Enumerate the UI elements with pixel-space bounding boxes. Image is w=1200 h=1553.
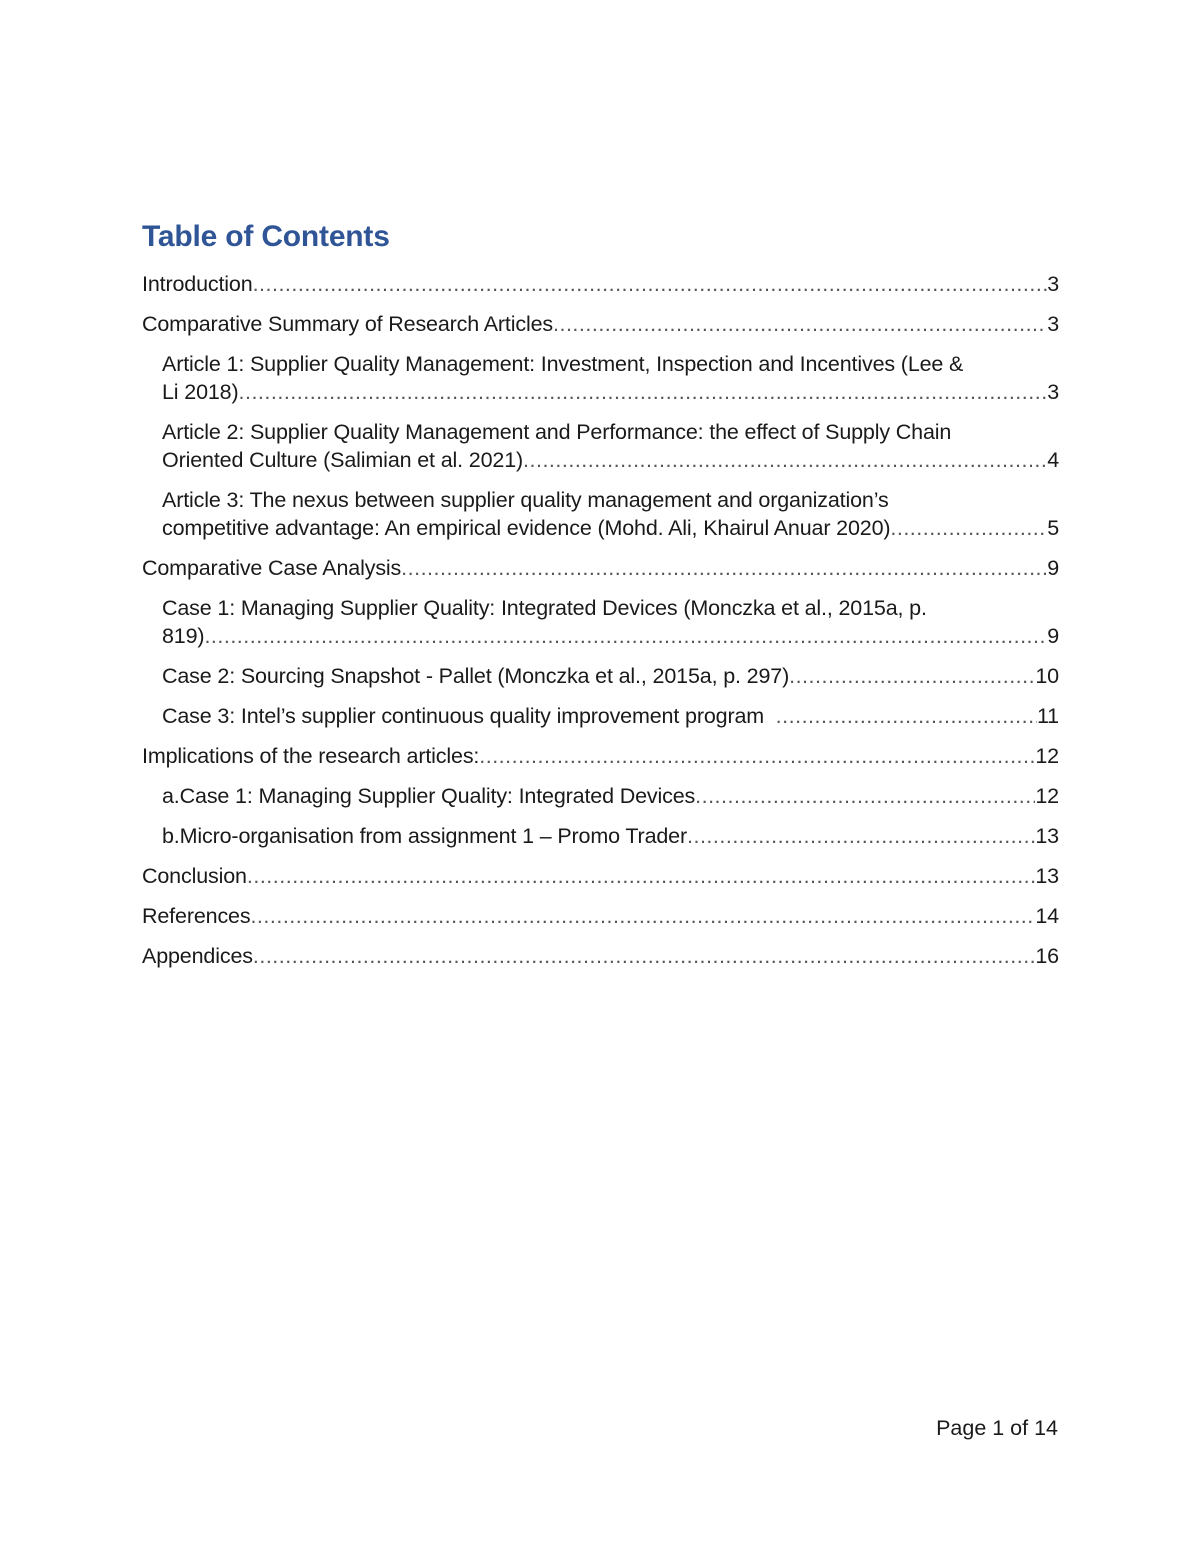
dot-leader — [253, 270, 1048, 298]
toc-entry-line — [142, 942, 1059, 970]
toc-entry-line — [142, 310, 1059, 338]
toc-title: Table of Contents — [142, 220, 390, 253]
toc-entry-implication-a[interactable] — [142, 782, 1059, 810]
toc-entry-case-1[interactable] — [142, 594, 1059, 650]
toc-entry-line-first — [162, 418, 1059, 446]
toc-entry-text: Oriented Culture (Salimian et al. 2021) — [162, 448, 524, 472]
toc-entry-text: competitive advantage: An empirical evidence (Mohd. Ali, Khairul Anuar 2020) — [162, 516, 891, 540]
toc-page-number: 4 — [1047, 448, 1059, 472]
toc-entry-references[interactable] — [142, 902, 1059, 930]
toc-entry-line — [162, 702, 1059, 730]
toc-entry-text: Case 2: Sourcing Snapshot - Pallet (Monczka et al., 2015a, p. 297) — [162, 664, 790, 688]
toc-entry-line — [162, 662, 1059, 690]
toc-page-number: 9 — [1047, 556, 1059, 580]
toc-entry-text: Comparative Case Analysis — [142, 556, 402, 580]
toc-page-number: 3 — [1047, 272, 1059, 296]
toc-page-number: 13 — [1035, 864, 1059, 888]
toc-entry-line-first — [162, 594, 1059, 622]
dot-leader — [239, 378, 1048, 406]
toc-entry-text: Appendices — [142, 944, 253, 968]
dot-leader — [789, 662, 1035, 690]
dot-leader — [479, 742, 1035, 770]
toc-list — [142, 270, 1059, 982]
toc-entry-comparative-case-analysis[interactable] — [142, 554, 1059, 582]
toc-entry-text: Comparative Summary of Research Articles — [142, 312, 554, 336]
toc-entry-article-3[interactable] — [142, 486, 1059, 542]
toc-page-number: 10 — [1035, 664, 1059, 688]
toc-entry-implications[interactable] — [142, 742, 1059, 770]
toc-entry-line — [142, 270, 1059, 298]
toc-entry-conclusion[interactable] — [142, 862, 1059, 890]
dot-leader — [553, 310, 1047, 338]
toc-page-number: 11 — [1036, 704, 1059, 728]
toc-entry-text: 819) — [162, 624, 205, 648]
toc-page-number: 16 — [1035, 944, 1059, 968]
dot-leader — [687, 822, 1035, 850]
toc-entry-implication-b[interactable] — [142, 822, 1059, 850]
toc-entry-text: Implications of the research articles: — [142, 744, 480, 768]
toc-page-number: 12 — [1035, 744, 1059, 768]
toc-entry-text: b.Micro-organisation from assignment 1 – Promo Trader — [162, 824, 687, 848]
toc-entry-case-2[interactable] — [142, 662, 1059, 690]
toc-entry-text: Article 3: The nexus between supplier quality management and organization’s — [162, 488, 889, 512]
toc-entry-introduction[interactable] — [142, 270, 1059, 298]
toc-entry-line — [142, 862, 1059, 890]
toc-entry-text: a.Case 1: Managing Supplier Quality: Integrated Devices — [162, 784, 696, 808]
dot-leader — [204, 622, 1047, 650]
toc-entry-line — [142, 742, 1059, 770]
toc-entry-text: Case 3: Intel’s supplier continuous quality improvement program — [162, 704, 776, 728]
toc-entry-line — [162, 514, 1059, 542]
toc-page-number: 12 — [1035, 784, 1059, 808]
toc-entry-text: Article 2: Supplier Quality Management and Performance: the effect of Supply Chain — [162, 420, 952, 444]
toc-entry-line — [142, 554, 1059, 582]
toc-entry-text: References — [142, 904, 251, 928]
toc-entry-text: Introduction — [142, 272, 253, 296]
toc-page-number: 5 — [1047, 516, 1059, 540]
toc-entry-line — [162, 446, 1059, 474]
dot-leader — [250, 902, 1035, 930]
toc-entry-line — [162, 822, 1059, 850]
toc-entry-case-3[interactable] — [142, 702, 1059, 730]
toc-entry-line-first — [162, 350, 1059, 378]
toc-page-number: 14 — [1035, 904, 1059, 928]
toc-entry-text: Case 1: Managing Supplier Quality: Integrated Devices (Monczka et al., 2015a, p. — [162, 596, 927, 620]
toc-page-number: 3 — [1047, 380, 1059, 404]
toc-page-number: 13 — [1035, 824, 1059, 848]
toc-entry-comparative-summary[interactable] — [142, 310, 1059, 338]
dot-leader — [695, 782, 1035, 810]
toc-entry-line — [162, 622, 1059, 650]
toc-entry-article-2[interactable] — [142, 418, 1059, 474]
dot-leader — [890, 514, 1047, 542]
toc-entry-appendices[interactable] — [142, 942, 1059, 970]
toc-entry-text: Li 2018) — [162, 380, 239, 404]
toc-entry-line — [162, 378, 1059, 406]
toc-entry-text: Conclusion — [142, 864, 247, 888]
toc-entry-article-1[interactable] — [142, 350, 1059, 406]
toc-entry-text: Article 1: Supplier Quality Management: Investment, Inspection and Incentives (Lee & — [162, 352, 964, 376]
dot-leader — [776, 702, 1037, 730]
dot-leader — [401, 554, 1047, 582]
toc-page-number: 9 — [1047, 624, 1059, 648]
dot-leader — [523, 446, 1047, 474]
dot-leader — [247, 862, 1036, 890]
toc-page-number: 3 — [1047, 312, 1059, 336]
toc-entry-line — [142, 902, 1059, 930]
dot-leader — [253, 942, 1036, 970]
page-footer: Page 1 of 14 — [936, 1416, 1058, 1440]
toc-entry-line — [162, 782, 1059, 810]
toc-entry-line-first — [162, 486, 1059, 514]
